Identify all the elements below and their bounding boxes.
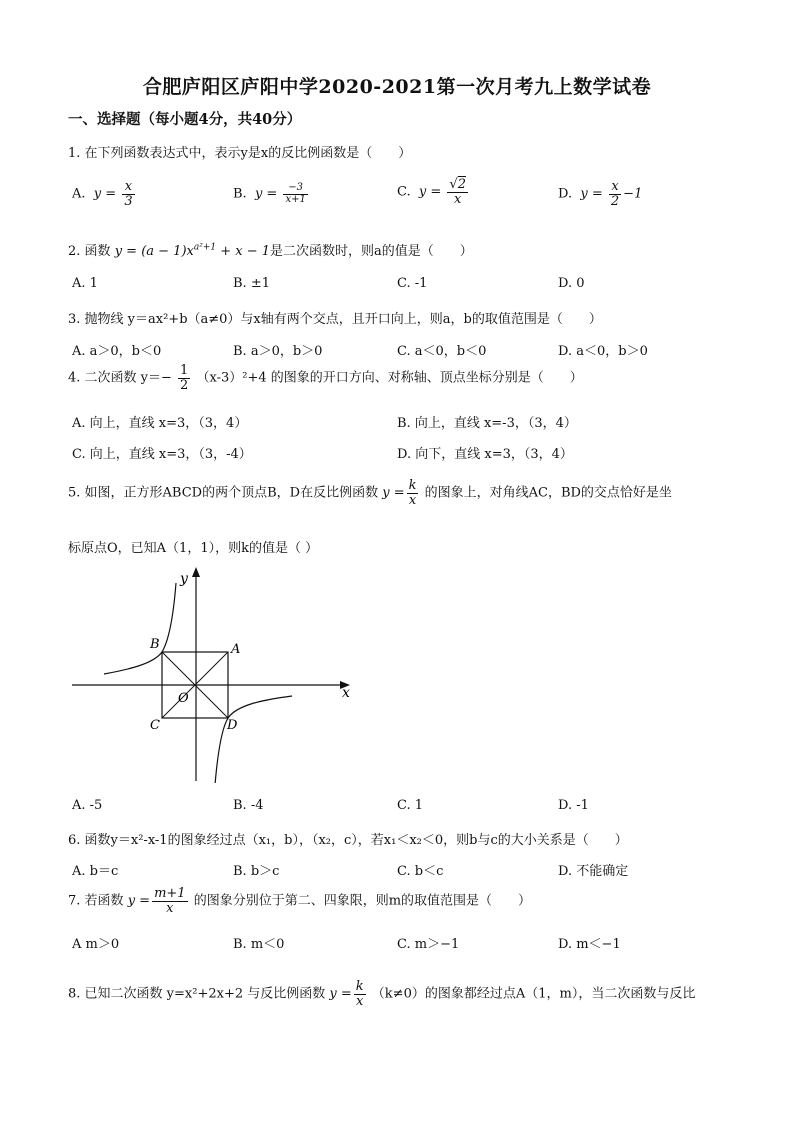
question-6-stem: 6. 函数y＝x²-x-1的图象经过点（x₁，b），（x₂，c），若x₁＜x₂＜0，则b与c的大小关系是（ ） xyxy=(68,833,628,848)
q6-option-c: C. b＜c xyxy=(397,864,444,879)
q2-option-b: B. ±1 xyxy=(233,276,270,291)
question-8-stem: 8. 已知二次函数 y=x²+2x+2 与反比例函数 y = $\frac{k}{x}$ （k≠0）的图象都经过点A（1，m），当二次函数与反比 xyxy=(68,979,696,1009)
q5-option-b: B. -4 xyxy=(233,798,264,813)
label-D: D xyxy=(227,718,238,733)
q1-option-a: A. y = $\frac{x}{3}$ xyxy=(72,179,133,209)
q4-option-a: A. 向上，直线 x=3，（3，4） xyxy=(72,416,248,431)
page-title: 合肥庐阳区庐阳中学2020-2021第一次月考九上数学试卷 xyxy=(142,76,652,98)
q7-option-b: B. m＜0 xyxy=(233,937,285,952)
q5-option-d: D. -1 xyxy=(558,798,589,813)
q2-formula: $y = (a - 1)x^{a^2+1} + x - 1$ xyxy=(114,242,271,259)
question-5-stem-line2: 标原点O，已知A（1，1），则k的值是（ ） xyxy=(68,541,319,556)
question-1-stem: 1. 在下列函数表达式中，表示y是x的反比例函数是（ ） xyxy=(68,146,412,161)
q4-option-b: B. 向上，直线 x=-3，（3，4） xyxy=(397,416,577,431)
q6-option-b: B. b＞c xyxy=(233,864,280,879)
q6-option-d: D. 不能确定 xyxy=(558,864,629,879)
question-2-stem: 2. 函数 $y = (a - 1)x^{a^2+1} + x - 1$是二次函数时，则a的值是（ ） xyxy=(68,242,473,259)
q1-option-c: C. y = $\frac{√2}{x}$ xyxy=(397,177,466,207)
section-heading: 一、选择题（每小题4分，共40分） xyxy=(68,111,302,128)
q7-option-d: D. m＜−1 xyxy=(558,937,621,952)
q2-option-a: A. 1 xyxy=(72,276,98,291)
q3-option-b: B. a＞0，b＞0 xyxy=(233,344,323,359)
question-4-stem: 4. 二次函数 y＝− $\frac{1}{2}$ （x-3）²+4 的图象的开口方向、对称轴、顶点坐标分别是（ ） xyxy=(68,363,583,393)
q1-option-b: B. y = $\frac{-3}{x+1}$ xyxy=(233,182,306,205)
q5-option-a: A. -5 xyxy=(72,798,103,813)
q4-option-c: C. 向上，直线 x=3，（3，-4） xyxy=(72,447,252,462)
label-O: O xyxy=(178,691,189,706)
q3-option-d: D. a＜0，b＞0 xyxy=(558,344,648,359)
axis-label-y: y xyxy=(180,571,188,587)
q5-option-c: C. 1 xyxy=(397,798,424,813)
q7-option-a: A m＞0 xyxy=(72,937,120,952)
q2-option-d: D. 0 xyxy=(558,276,585,291)
q4-option-d: D. 向下，直线 x=3，（3，4） xyxy=(397,447,573,462)
question-7-stem: 7. 若函数 y = $\frac{m+1}{x}$ 的图象分别位于第二、四象限，则m的取值范围是（ ） xyxy=(68,886,532,916)
q5-figure xyxy=(72,563,362,783)
question-5-stem: 5. 如图，正方形ABCD的两个顶点B，D在反比例函数 y = $\frac{k}{x}$ 的图象上，对角线AC，BD的交点恰好是坐 xyxy=(68,478,672,508)
q6-option-a: A. b＝c xyxy=(72,864,119,879)
q3-option-a: A. a＞0，b＜0 xyxy=(72,344,162,359)
label-A: A xyxy=(231,642,241,657)
label-C: C xyxy=(150,718,160,733)
label-B: B xyxy=(150,637,160,652)
q7-option-c: C. m＞−1 xyxy=(397,937,460,952)
q3-option-c: C. a＜0，b＜0 xyxy=(397,344,487,359)
axis-label-x: x xyxy=(342,685,350,701)
q1-option-d: D. y = $\frac{x}{2}$ −1 xyxy=(558,179,643,209)
question-3-stem: 3. 抛物线 y＝ax²+b（a≠0）与x轴有两个交点，且开口向上，则a，b的取值范围是（ ） xyxy=(68,312,602,327)
q2-option-c: C. -1 xyxy=(397,276,428,291)
